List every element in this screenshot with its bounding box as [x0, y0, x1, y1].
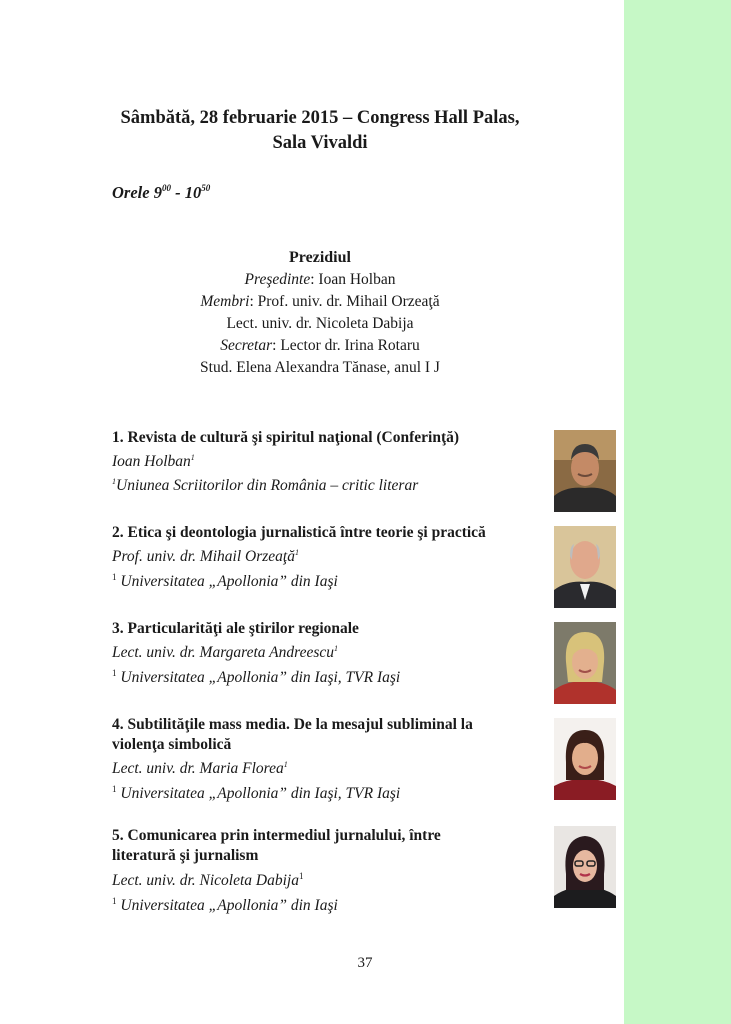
talk-item-1	[112, 428, 540, 496]
talk-author: Ioan Holban$^1$	[112, 453, 195, 470]
page-number: 37	[357, 955, 373, 971]
talk-author: Lect. univ. dr. Nicoleta Dabija$^1$	[112, 871, 304, 889]
presidium-secretary-2: Stud. Elena Alexandra Tănase, anul I J	[200, 359, 440, 376]
talk-author: Prof. univ. dr. Mihail Orzeaţă$^1$	[112, 548, 299, 565]
page-title-line-2: Sala Vivaldi	[272, 133, 368, 153]
presidium-member-2: Lect. univ. dr. Nicoleta Dabija	[226, 315, 414, 332]
presidium-president: Preşedinte: Ioan Holban	[244, 271, 396, 288]
talk-author: Lect. univ. dr. Maria Florea$^1$	[112, 760, 288, 777]
presidium-block	[180, 247, 460, 379]
talk-title: 2. Etica şi deontologia jurnalistică între teorie şi practică	[112, 524, 486, 541]
presidium-heading: Prezidiul	[289, 249, 351, 266]
talk-title: 4. Subtilităţile mass media. De la mesajul subliminal la violenţa simbolică	[112, 716, 473, 753]
talk-item-5	[112, 826, 540, 916]
portrait-photo-1	[554, 430, 616, 512]
portrait-photo-4	[554, 718, 616, 800]
talk-affiliation: $^1$ Universitatea „Apollonia” din Iaşi, TVR Iaşi	[112, 784, 401, 802]
presidium-member-1: Membri: Prof. univ. dr. Mihail Orzeaţă	[200, 293, 440, 310]
talk-item-4	[112, 715, 540, 804]
portrait-photo-2	[554, 526, 616, 608]
portrait-photo-5	[554, 826, 616, 908]
page-title-line-1: Sâmbătă, 28 februarie 2015 – Congress Hall Palas,	[120, 108, 520, 128]
talk-affiliation: $^1$ Universitatea „Apollonia” din Iaşi, TVR Iaşi	[112, 668, 401, 686]
side-color-band	[624, 0, 731, 1024]
page-title	[100, 106, 540, 156]
session-time: Orele $9^{00} - 10^{50}$	[112, 183, 211, 202]
talk-title: 5. Comunicarea prin intermediul jurnalului, între literatură şi jurnalism	[112, 827, 441, 864]
talk-affiliation: $^1$ Universitatea „Apollonia” din Iaşi	[112, 572, 338, 590]
talk-item-2	[112, 523, 540, 592]
talk-author: Lect. univ. dr. Margareta Andreescu$^1$	[112, 644, 338, 661]
portrait-photo-woman-blonde-icon	[554, 622, 616, 704]
talk-affiliation: $^1$ Universitatea „Apollonia” din Iaşi	[112, 896, 338, 914]
talk-item-3	[112, 619, 540, 688]
portrait-photo-man-dark-hair-icon	[554, 430, 616, 512]
portrait-photo-man-bald-icon	[554, 526, 616, 608]
portrait-photo-3	[554, 622, 616, 704]
talk-title: 1. Revista de cultură şi spiritul naţional (Conferinţă)	[112, 429, 460, 446]
talk-title: 3. Particularităţi ale ştirilor regionale	[112, 620, 359, 637]
portrait-photo-woman-dark-hair-icon	[554, 718, 616, 800]
portrait-photo-woman-glasses-icon	[554, 826, 616, 908]
presidium-secretary-1: Secretar: Lector dr. Irina Rotaru	[220, 337, 420, 354]
talk-affiliation: $^1$Uniunea Scriitorilor din România – critic literar	[112, 477, 419, 494]
